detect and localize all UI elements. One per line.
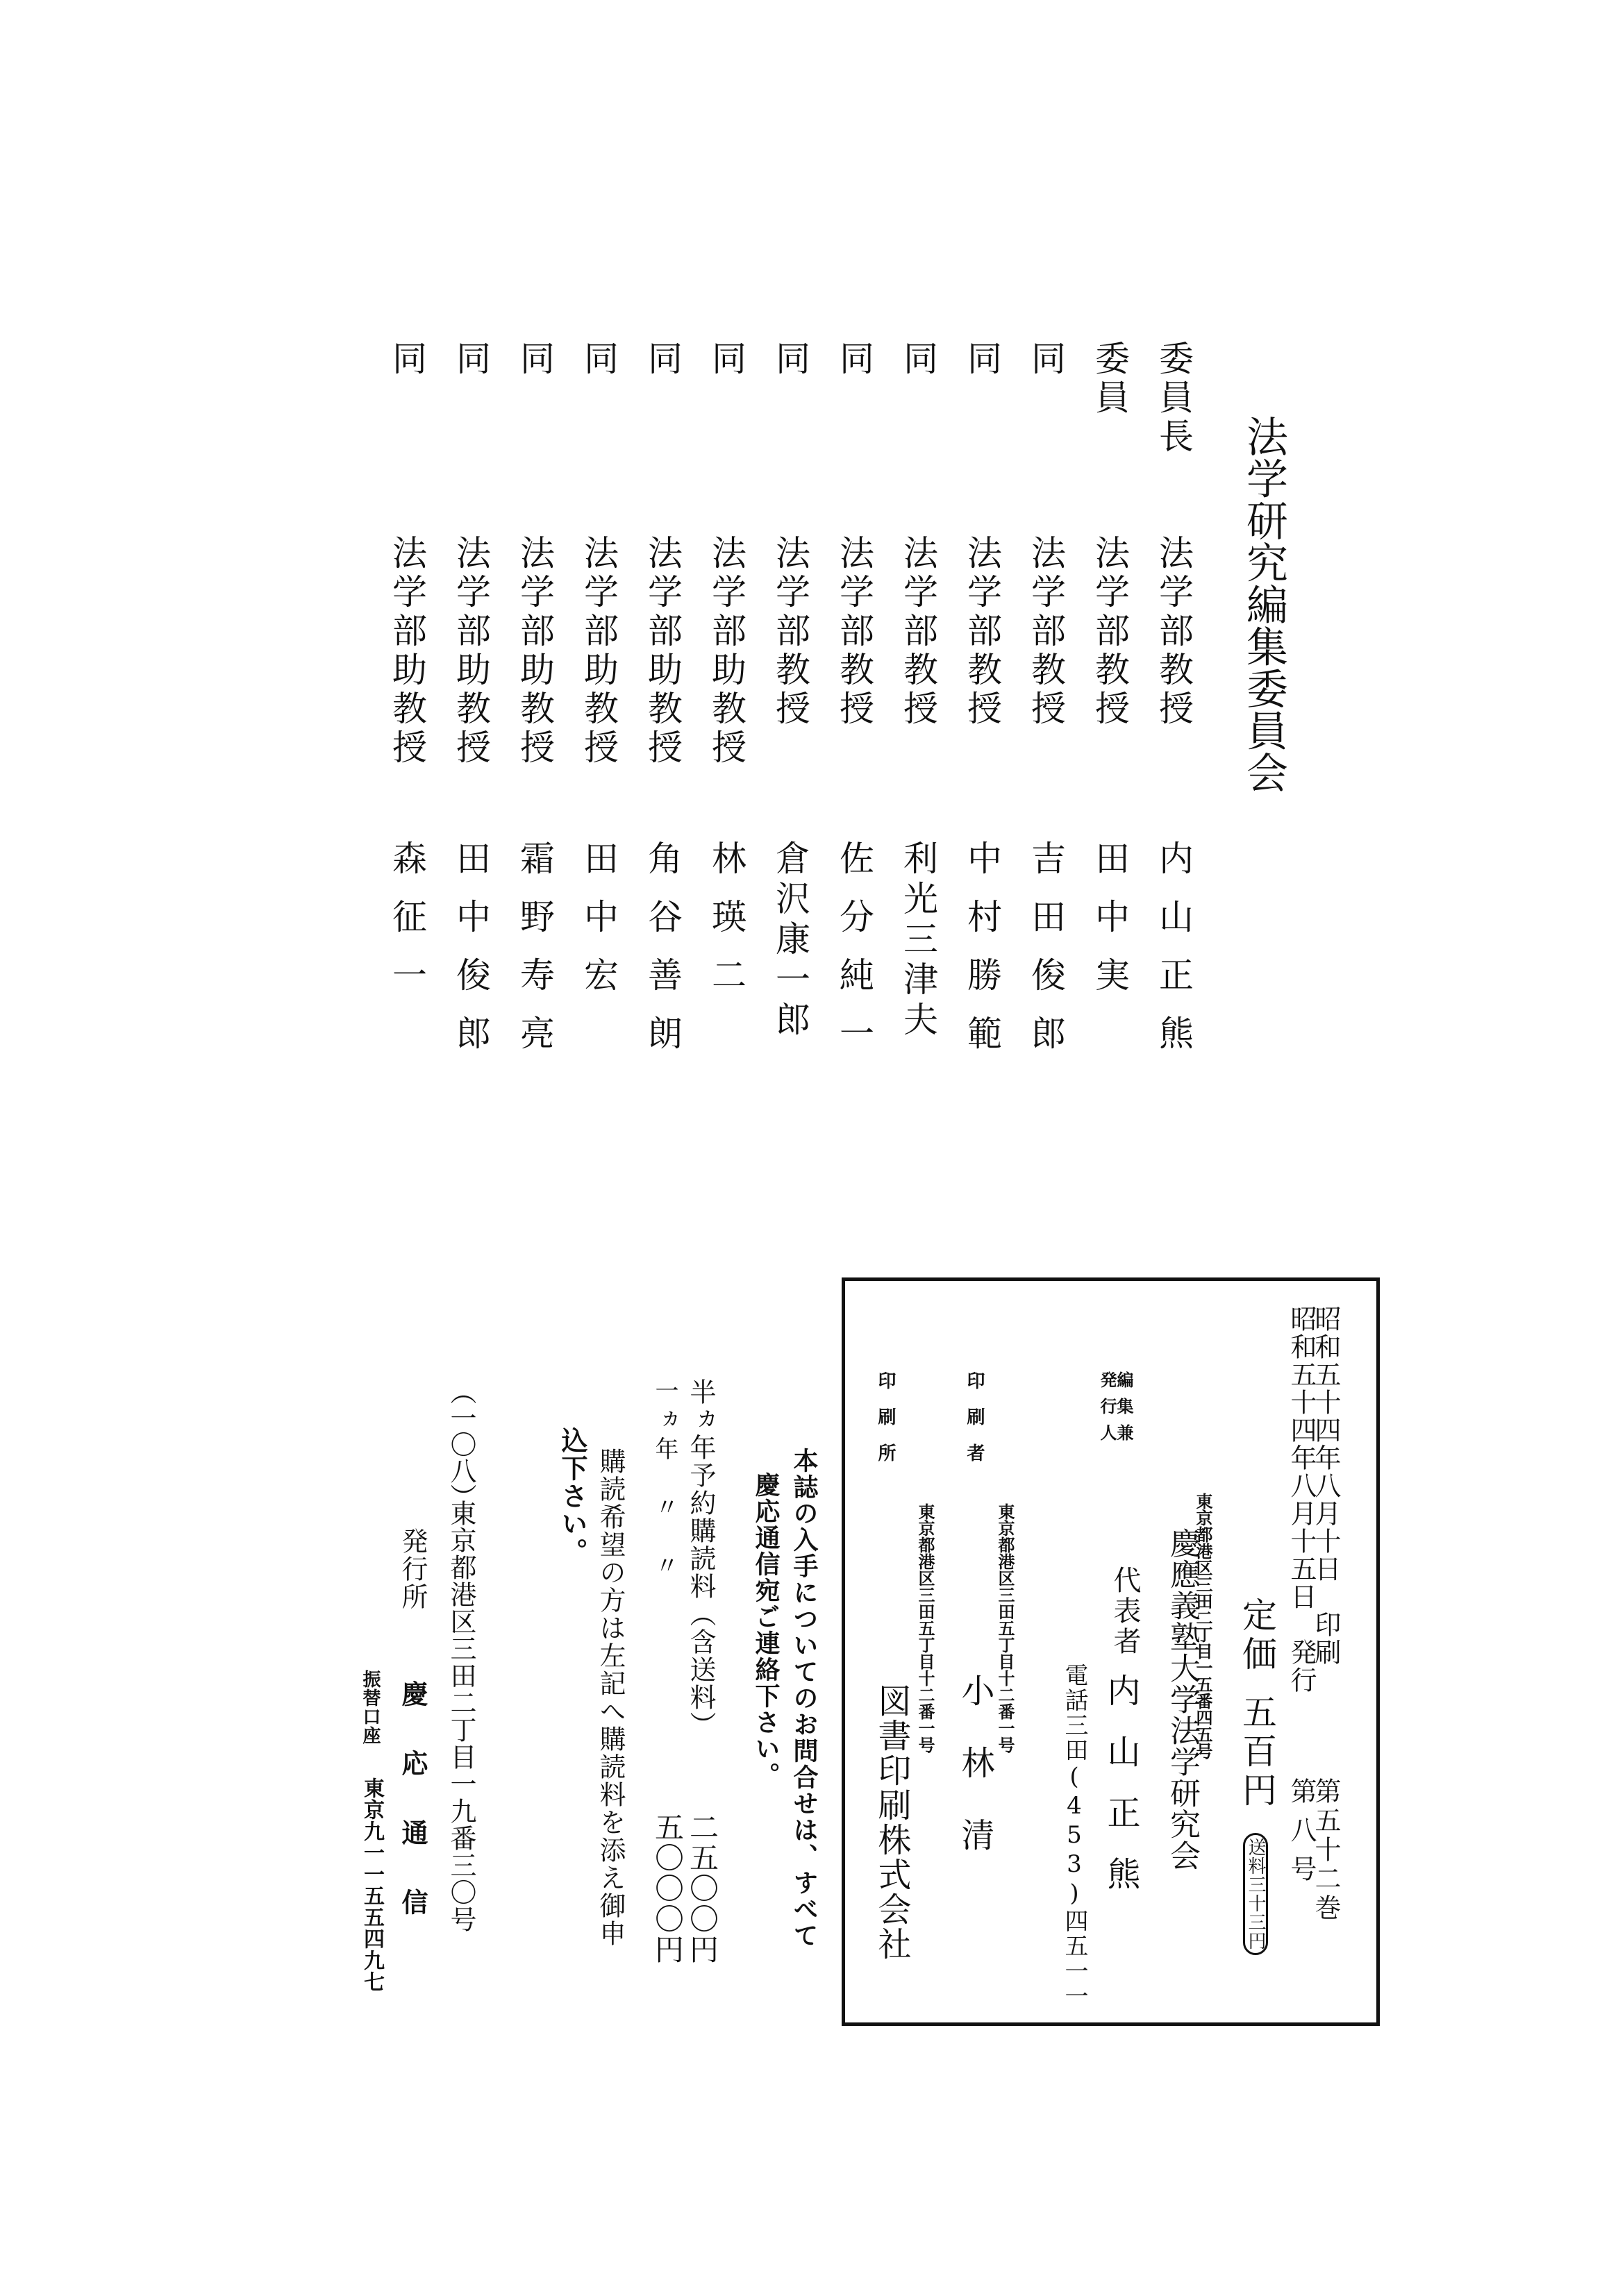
member-name: 吉田俊郎: [1026, 840, 1066, 1073]
half-year-rate-price: 二五〇〇円: [685, 1812, 719, 1965]
member-name: 林瑛二: [706, 840, 747, 1015]
member-name: 倉沢康一郎: [770, 840, 810, 1041]
distributor-label: 発行所: [397, 1527, 428, 1611]
member-role: 同: [1026, 340, 1066, 379]
price-label: 定価: [1237, 1597, 1277, 1675]
member-name: 田中俊郎: [451, 840, 491, 1073]
member-affiliation: 法学部教授: [898, 535, 938, 729]
member-affiliation: 法学部助教授: [578, 535, 619, 768]
member-role: 同: [962, 340, 1002, 379]
member-name: 佐分純一: [834, 840, 874, 1073]
one-year-rate-label: 一ヵ年 〃 〃: [651, 1378, 678, 1582]
member-affiliation: 法学部教授: [770, 535, 810, 729]
half-year-rate-label: 半ヵ年予約購読料（含送料）: [685, 1378, 716, 1739]
member-affiliation: 法学部教授: [1153, 535, 1194, 729]
account-label: 振替口座: [360, 1670, 381, 1745]
member-role: 同: [770, 340, 810, 379]
printer-label: 印刷者: [964, 1371, 985, 1480]
printer-address: 東京都港区三田五丁目十二番一号: [995, 1503, 1015, 1753]
member-affiliation: 法学部助教授: [515, 535, 555, 768]
subscription-apply-line1: 購読希望の方は左記へ購読料を添え御申: [595, 1448, 626, 1947]
volume-number: 第五十二巻: [1310, 1777, 1341, 1923]
member-role: 同: [642, 340, 683, 379]
member-role: 同: [387, 340, 427, 379]
issue-number: 第八号: [1286, 1777, 1317, 1894]
member-name: 森征一: [387, 840, 427, 1015]
member-name: 中村勝範: [962, 840, 1002, 1073]
representative-label: 代表者: [1109, 1566, 1141, 1657]
member-affiliation: 法学部助教授: [451, 535, 491, 768]
publisher-name: 慶應義塾大学法学研究会: [1165, 1527, 1200, 1871]
editor-label: 編集兼発行人: [1097, 1371, 1134, 1450]
phone-number: 電話三田(453)四五一一: [1060, 1663, 1088, 2009]
member-affiliation: 法学部教授: [962, 535, 1002, 729]
member-affiliation: 法学部教授: [1090, 535, 1130, 729]
member-name: 田中実: [1090, 840, 1130, 1015]
member-affiliation: 法学部助教授: [387, 535, 427, 768]
member-role: 同: [515, 340, 555, 379]
member-role: 同: [451, 340, 491, 379]
print-shop-name: 図書印刷株式会社: [872, 1684, 911, 1961]
account-number: 東京九一一五五四九七: [360, 1777, 384, 1993]
member-name: 角谷善朗: [642, 840, 683, 1073]
member-role: 同: [706, 340, 747, 379]
member-affiliation: 法学部助教授: [642, 535, 683, 768]
inquiry-notice-line2: 慶応通信宛ご連絡下さい。: [751, 1472, 781, 1788]
publisher-address: 東京都港区三田二丁目一五番四五号: [1193, 1493, 1213, 1759]
member-name: 田中宏: [578, 840, 619, 1015]
inquiry-notice-line1: 本誌の入手についてのお問合せは、すべて: [790, 1448, 819, 1949]
member-role: 委員長: [1153, 340, 1194, 457]
printer-name: 小林清: [956, 1673, 994, 1890]
member-role: 委員: [1090, 340, 1130, 418]
member-role: 同: [898, 340, 938, 379]
member-affiliation: 法学部教授: [1026, 535, 1066, 729]
member-affiliation: 法学部教授: [834, 535, 874, 729]
print-date: 昭和五十四年八月十日 印刷: [1310, 1305, 1341, 1666]
distributor-address: 東京都港区三田二丁目一九番三〇号: [446, 1500, 476, 1933]
member-name: 利光三津夫: [898, 840, 938, 1041]
subscription-apply-line2: 込下さい。: [557, 1427, 588, 1566]
member-role: 同: [834, 340, 874, 379]
print-shop-address: 東京都港区三田五丁目十二番一号: [915, 1503, 935, 1753]
postage-note: 送料三十三円: [1243, 1833, 1268, 1955]
distributor-name: 慶 応 通 信: [397, 1680, 428, 1923]
publication-date: 昭和五十四年八月十五日 発行: [1286, 1305, 1317, 1694]
member-name: 内山正熊: [1153, 840, 1194, 1073]
one-year-rate-price: 五〇〇〇円: [651, 1812, 685, 1965]
member-name: 霜野寿亮: [515, 840, 555, 1073]
member-role: 同: [578, 340, 619, 379]
representative-name: 内山正熊: [1101, 1673, 1140, 1918]
committee-title: 法学研究編集委員会: [1240, 415, 1288, 794]
price-value: 五百円: [1237, 1694, 1277, 1811]
print-shop-label: 印刷所: [875, 1371, 896, 1480]
postal-code: （一〇八）: [446, 1378, 476, 1510]
member-affiliation: 法学部助教授: [706, 535, 747, 768]
